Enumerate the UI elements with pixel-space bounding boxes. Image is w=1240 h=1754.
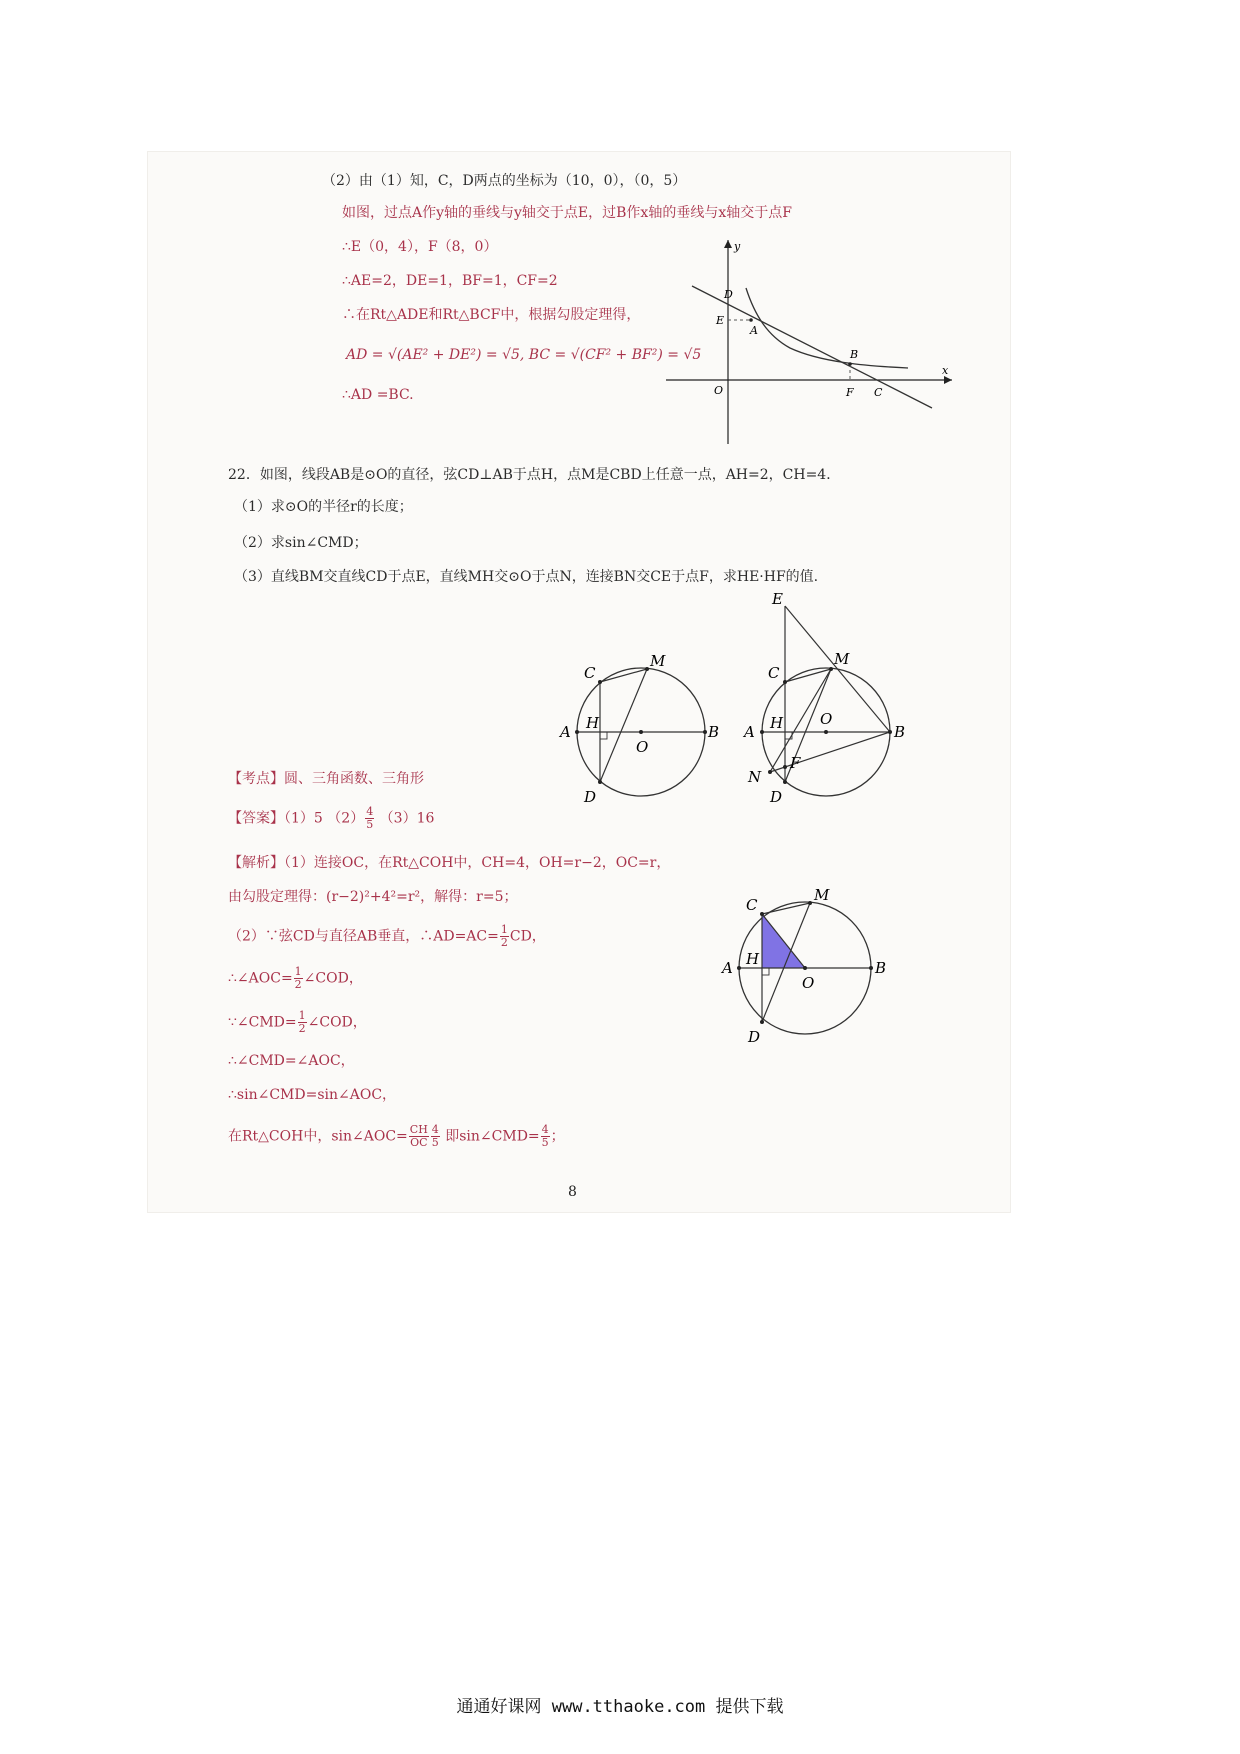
jiexi-8-mid: 即sin∠CMD= [445, 1128, 540, 1145]
answer-2-den: 5 [366, 818, 374, 831]
fig1-label-b: B [708, 723, 720, 741]
jiexi-4-pre: ∴∠AOC= [228, 970, 293, 987]
fig2-label-n: N [748, 768, 762, 786]
ratio-2-num: 4 [431, 1123, 439, 1136]
jiexi-1-text: （1）连接OC，在Rt△COH中，CH=4，OH=r−2，OC=r， [284, 855, 671, 871]
jiexi-line-6: ∴∠CMD=∠AOC， [228, 1053, 355, 1069]
fig2-label-f: F [790, 754, 801, 772]
fig1-label-o: O [636, 738, 649, 756]
fig3-label-b: B [875, 959, 887, 977]
jiexi-3-post: CD， [509, 928, 546, 945]
answer-2-prefix: （2） [327, 810, 365, 827]
fig1-label-d: D [584, 788, 597, 806]
jiexi-tag: 【解析】 [228, 855, 284, 871]
page-number: 8 [568, 1184, 577, 1200]
graph-label-c: C [874, 386, 883, 399]
solution-line-5: ∴在Rt△ADE和Rt△BCF中，根据勾股定理得， [342, 307, 641, 323]
problem-22-q1: （1）求⊙O的半径r的长度； [234, 499, 413, 515]
graph-label-f: F [846, 386, 854, 399]
answer-3: （3）16 [379, 810, 435, 827]
half-fraction-3 [298, 1010, 307, 1035]
fig2-label-e: E [772, 592, 783, 608]
graph-label-d: D [724, 288, 733, 301]
kaodian-tag: 【考点】 [228, 771, 284, 787]
jiexi-4-post: ∠COD， [303, 970, 363, 987]
jiexi-8-end: ； [550, 1128, 565, 1145]
answer-2-num: 4 [366, 805, 374, 818]
solution-line-6: AD = √(AE² + DE²) = √5, BC = √(CF² + BF²) = √5 [346, 347, 702, 363]
answer-1: （1）5 [284, 810, 323, 827]
fig2-label-o: O [820, 710, 833, 728]
fig1-label-h: H [586, 714, 600, 732]
graph-label-e: E [716, 314, 725, 327]
half-fraction-1 [500, 924, 509, 949]
half-1-num: 1 [500, 923, 508, 936]
fig3-label-a: A [722, 959, 733, 977]
graph-label-x: x [942, 364, 949, 377]
solution-line-2: 如图，过点A作y轴的垂线与y轴交于点E，过B作x轴的垂线与x轴交于点F [342, 205, 792, 221]
circle-figure-2 [740, 592, 930, 817]
problem-22-q3: （3）直线BM交直线CD于点E，直线MH交⊙O于点N，连接BN交CE于点F，求HE·HF的值. [234, 569, 819, 585]
fig2-label-m: M [834, 650, 850, 668]
kaodian-line [228, 770, 424, 788]
half-1-den: 2 [500, 936, 508, 949]
solution-line-3: ∴E（0，4），F（8，0） [342, 239, 498, 255]
fig2-label-h: H [770, 714, 784, 732]
half-3-num: 1 [298, 1009, 306, 1022]
half-2-num: 1 [294, 965, 302, 978]
jiexi-line-1 [228, 854, 670, 872]
fig1-label-c: C [584, 664, 596, 682]
jiexi-3-pre: （2）∵弦CD与直径AB垂直，∴AD=AC= [228, 928, 499, 945]
fig3-label-m: M [814, 886, 830, 904]
jiexi-line-3 [228, 924, 546, 949]
fig3-label-c: C [746, 896, 758, 914]
ratio-fraction-1 [409, 1124, 429, 1149]
solution-line-1: （2）由（1）知，C，D两点的坐标为（10，0），（0，5） [322, 173, 687, 189]
ratio-fraction-2 [431, 1124, 440, 1149]
jiexi-8-pre: 在Rt△COH中，sin∠AOC= [228, 1128, 408, 1145]
solution-line-7: ∴AD =BC. [342, 387, 414, 403]
fig1-label-a: A [560, 723, 571, 741]
fig2-label-d: D [770, 788, 783, 806]
fig2-label-a: A [744, 723, 755, 741]
fig2-label-b: B [894, 723, 906, 741]
jiexi-line-2: 由勾股定理得：(r−2)²+4²=r²，解得：r=5； [228, 889, 518, 905]
coordinate-graph [660, 236, 960, 446]
answer-2-fraction [365, 806, 374, 831]
solution-line-4: ∴AE=2，DE=1，BF=1，CF=2 [342, 273, 558, 289]
problem-22-q2: （2）求sin∠CMD； [234, 535, 368, 551]
ratio-2-den: 5 [431, 1136, 439, 1149]
jiexi-line-8 [228, 1124, 565, 1149]
problem-22-stem: 22．如图，线段AB是⊙O的直径，弦CD⊥AB于点H，点M是CBD上任意一点，AH=2，CH=4． [228, 467, 841, 483]
fig1-label-m: M [650, 652, 666, 670]
circle-figure-1 [548, 646, 728, 816]
graph-label-y: y [734, 240, 741, 253]
answer-tag: 【答案】 [228, 810, 284, 827]
fig3-label-o: O [802, 974, 815, 992]
half-fraction-2 [294, 966, 303, 991]
ratio-1-den: OC [410, 1136, 428, 1149]
graph-label-b: B [850, 348, 859, 361]
kaodian-text: 圆、三角函数、三角形 [284, 771, 424, 787]
jiexi-line-4 [228, 966, 363, 991]
half-3-den: 2 [298, 1022, 306, 1035]
half-2-den: 2 [294, 978, 302, 991]
ratio-1-num: CH [409, 1123, 428, 1136]
circle-figure-3 [704, 880, 894, 1050]
ratio-3-num: 4 [541, 1123, 549, 1136]
jiexi-5-pre: ∵∠CMD= [228, 1014, 297, 1031]
jiexi-line-5 [228, 1010, 367, 1035]
graph-label-o: O [714, 384, 724, 397]
graph-label-a: A [750, 324, 758, 337]
jiexi-line-7: ∴sin∠CMD=sin∠AOC， [228, 1087, 397, 1103]
ratio-fraction-3 [541, 1124, 550, 1149]
fig3-label-h: H [746, 950, 760, 968]
footer-download-note: 通通好课网 www.tthaoke.com 提供下载 [456, 1697, 784, 1717]
answer-line [228, 806, 434, 831]
fig2-label-c: C [768, 664, 780, 682]
ratio-3-den: 5 [541, 1136, 549, 1149]
fig3-label-d: D [748, 1028, 761, 1046]
jiexi-5-post: ∠COD， [307, 1014, 367, 1031]
